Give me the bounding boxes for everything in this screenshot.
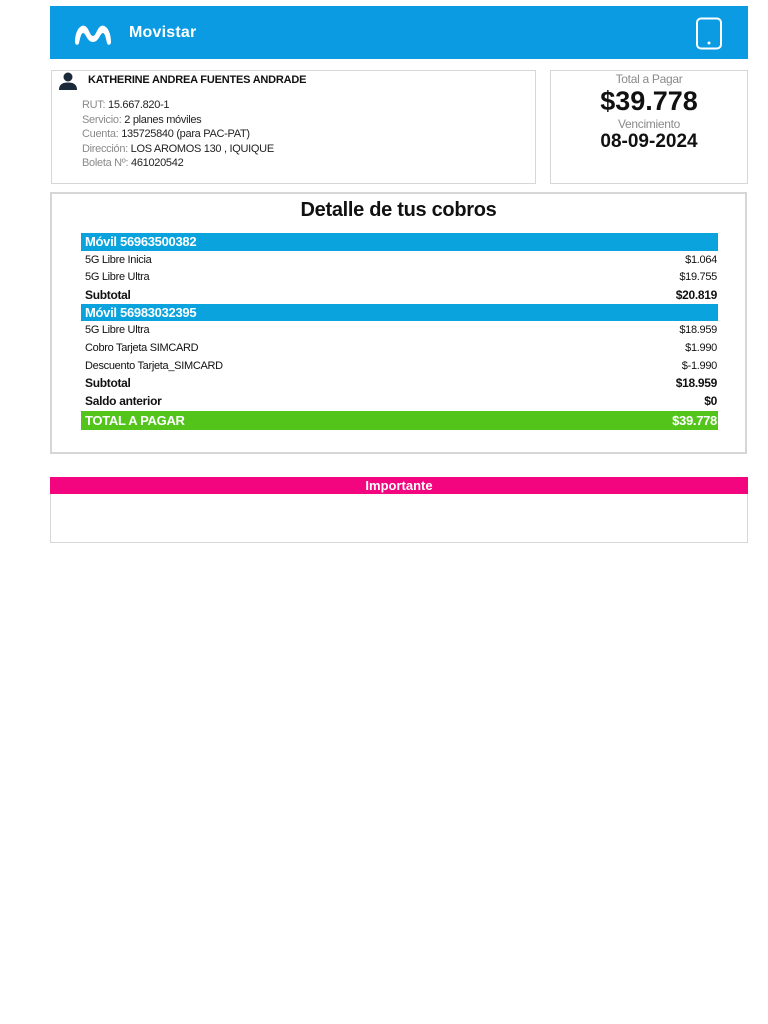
due-date-label: Vencimiento [617,117,681,131]
movistar-logo-icon [72,20,114,48]
grand-total-label: TOTAL A PAGAR [85,412,185,428]
direccion-row [82,142,274,157]
charges-detail-panel [50,192,747,454]
saldo-label: Saldo anterior [85,394,162,409]
grand-total-row [81,411,718,430]
charge-label: 5G Libre Ultra [85,324,150,337]
payment-summary-panel [550,70,748,184]
charge-row [81,251,718,269]
charge-row [81,268,718,286]
charge-label: Descuento Tarjeta_SIMCARD [85,359,223,372]
header-bar [50,6,748,59]
cuenta-label: Cuenta: [82,128,119,140]
user-icon [58,71,78,91]
due-date-value: 08-09-2024 [600,131,698,152]
subtotal-amount: $18.959 [675,376,717,391]
charge-row [81,321,718,339]
boleta-label: Boleta Nº: [82,157,129,169]
saldo-amount: $0 [704,394,717,409]
grand-total-amount: $39.778 [672,412,717,428]
customer-details [82,98,274,171]
rut-label: RUT: [82,99,106,111]
charge-amount: $1.990 [685,341,717,354]
charge-amount: $1.064 [685,253,717,266]
mobile-phone-icon [695,17,723,50]
servicio-value: 2 planes móviles [124,113,202,126]
subtotal-row-2 [81,375,718,393]
line-header-1 [81,233,718,251]
saldo-anterior-row [81,392,718,410]
detail-title: Detalle de tus cobros [300,199,497,221]
direccion-label: Dirección: [82,142,128,155]
boleta-row [82,156,274,171]
charge-label: 5G Libre Inicia [85,253,152,266]
charge-label: Cobro Tarjeta SIMCARD [85,341,199,354]
servicio-row [82,113,274,128]
customer-name: KATHERINE ANDREA FUENTES ANDRADE [88,74,307,86]
charge-row [81,357,718,375]
rut-row [82,98,274,113]
subtotal-amount: $20.819 [675,287,717,302]
line-number-1: Móvil 56963500382 [85,234,197,250]
boleta-value: 461020542 [131,157,184,169]
rut-value: 15.667.820-1 [108,99,170,111]
servicio-label: Servicio: [82,113,122,126]
line-number-2: Móvil 56983032395 [85,305,197,321]
charge-amount: $19.755 [679,271,717,284]
brand-name: Movistar [129,24,197,41]
total-label: Total a Pagar [615,72,683,86]
charges-table [81,233,718,430]
cuenta-value: 135725840 (para PAC-PAT) [121,128,250,140]
charge-label: 5G Libre Ultra [85,271,150,284]
total-amount: $39.778 [600,86,698,116]
subtotal-row-1 [81,286,718,304]
cuenta-row [82,127,274,142]
charge-amount: $18.959 [679,324,717,337]
important-header: Importante [50,477,748,494]
direccion-value: LOS AROMOS 130 , IQUIQUE [130,142,274,155]
charge-amount: $-1.990 [681,359,717,372]
customer-info-panel [51,70,536,184]
important-content-box [50,494,748,543]
charge-row [81,339,718,357]
subtotal-label: Subtotal [85,376,131,391]
subtotal-label: Subtotal [85,287,131,302]
line-header-2 [81,304,718,322]
